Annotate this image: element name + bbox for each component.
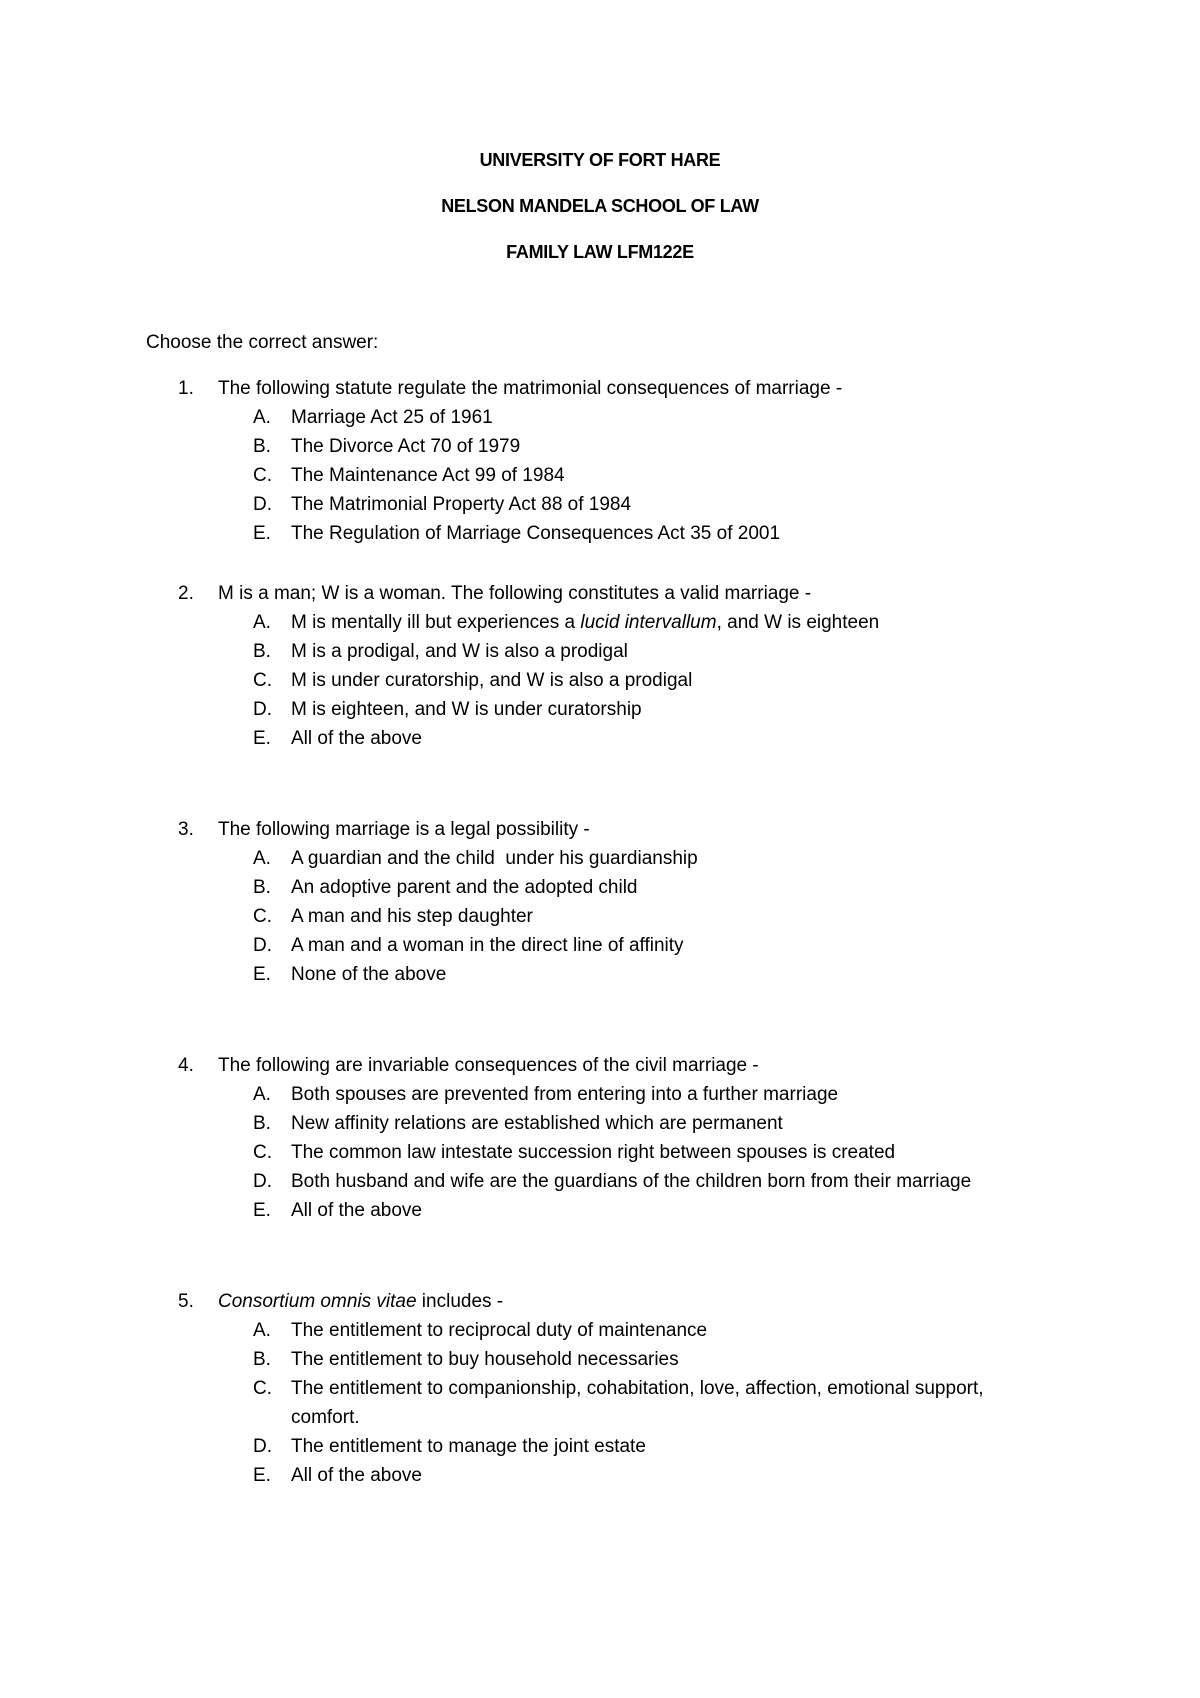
option-text: All of the above (291, 728, 422, 749)
option-text-continued: comfort. (291, 1407, 360, 1428)
question-number: 1. (178, 378, 194, 399)
option-letter: E. (253, 728, 271, 749)
option-text-part: , and W is eighteen (716, 612, 880, 633)
option-letter: D. (253, 935, 272, 956)
option-text: A man and a woman in the direct line of affinity (291, 935, 684, 956)
option-text: None of the above (291, 964, 447, 985)
option-text: The Matrimonial Property Act 88 of 1984 (291, 494, 632, 515)
option-text: The common law intestate succession right between spouses is created (291, 1142, 896, 1163)
option-text: An adoptive parent and the adopted child (291, 877, 638, 898)
option-text: The entitlement to manage the joint estate (291, 1436, 646, 1457)
option-text: The Regulation of Marriage Consequences Act 35 of 2001 (291, 523, 781, 544)
question-text: The following are invariable consequences of the civil marriage - (218, 1055, 759, 1076)
option-letter: A. (253, 612, 271, 633)
option-letter: C. (253, 465, 272, 486)
option-letter: B. (253, 436, 271, 457)
option-letter: B. (253, 877, 271, 898)
question-number: 2. (178, 583, 194, 604)
option-text: The entitlement to reciprocal duty of maintenance (291, 1320, 708, 1341)
question-text-part: includes - (416, 1291, 504, 1312)
question-text (218, 1291, 503, 1313)
question-number: 4. (178, 1055, 194, 1076)
option-letter: D. (253, 699, 272, 720)
latin-term: Consortium omnis vitae (218, 1291, 417, 1312)
option-text: M is under curatorship, and W is also a prodigal (291, 670, 693, 691)
option-text: Both husband and wife are the guardians of the children born from their marriage (291, 1171, 972, 1192)
option-text: Marriage Act 25 of 1961 (291, 407, 493, 428)
option-letter: B. (253, 1113, 271, 1134)
option-letter: D. (253, 1436, 272, 1457)
question-text: The following marriage is a legal possibility - (218, 819, 590, 840)
option-letter: A. (253, 1320, 271, 1341)
option-letter: E. (253, 1465, 271, 1486)
option-letter: D. (253, 1171, 272, 1192)
option-letter: A. (253, 407, 271, 428)
option-letter: E. (253, 523, 271, 544)
course-heading: FAMILY LAW LFM122E (506, 242, 694, 262)
option-letter: C. (253, 1142, 272, 1163)
option-letter: E. (253, 1200, 271, 1221)
option-text: A guardian and the child under his guardianship (291, 848, 698, 869)
option-letter: E. (253, 964, 271, 985)
university-heading: UNIVERSITY OF FORT HARE (479, 150, 721, 170)
option-text: The Maintenance Act 99 of 1984 (291, 465, 565, 486)
option-text: The entitlement to companionship, cohabitation, love, affection, emotional support, (291, 1378, 984, 1399)
question-text: The following statute regulate the matrimonial consequences of marriage - (218, 378, 843, 399)
option-letter: A. (253, 1084, 271, 1105)
latin-term: lucid intervallum (580, 612, 717, 633)
option-text: All of the above (291, 1465, 422, 1486)
option-letter: A. (253, 848, 271, 869)
option-text: Both spouses are prevented from entering into a further marriage (291, 1084, 839, 1105)
option-text: New affinity relations are established which are permanent (291, 1113, 783, 1134)
option-letter: C. (253, 1378, 272, 1399)
school-heading: NELSON MANDELA SCHOOL OF LAW (441, 196, 759, 216)
option-text (291, 612, 879, 634)
option-letter: D. (253, 494, 272, 515)
question-number: 3. (178, 819, 194, 840)
instruction-text: Choose the correct answer: (146, 332, 379, 353)
option-letter: C. (253, 670, 272, 691)
question-number: 5. (178, 1291, 194, 1312)
option-text: M is a prodigal, and W is also a prodigal (291, 641, 628, 662)
option-text: The entitlement to buy household necessaries (291, 1349, 679, 1370)
option-text: A man and his step daughter (291, 906, 533, 927)
question-text: M is a man; W is a woman. The following constitutes a valid marriage - (218, 583, 812, 604)
option-text-part: M is mentally ill but experiences a (291, 612, 581, 633)
option-letter: B. (253, 1349, 271, 1370)
option-text: The Divorce Act 70 of 1979 (291, 436, 521, 457)
option-text: All of the above (291, 1200, 422, 1221)
option-letter: C. (253, 906, 272, 927)
option-text: M is eighteen, and W is under curatorship (291, 699, 642, 720)
option-letter: B. (253, 641, 271, 662)
